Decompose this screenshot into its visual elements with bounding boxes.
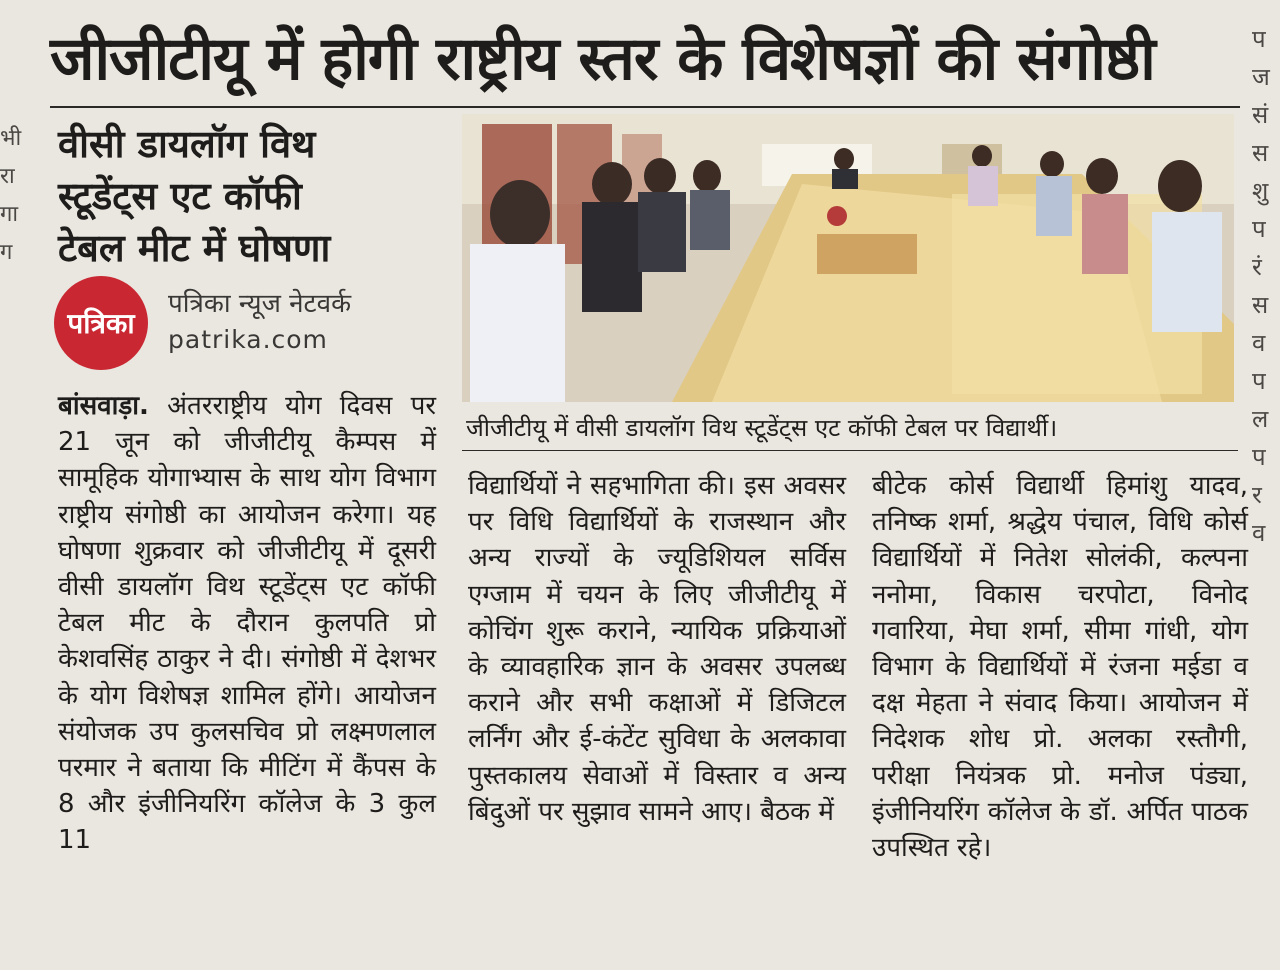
edge-fragment: स: [1252, 291, 1269, 319]
edge-fragment: व: [1252, 329, 1266, 357]
edge-fragment: ज: [1252, 63, 1270, 91]
left-edge-fragments: [0, 120, 24, 272]
article-column-2: [468, 468, 846, 830]
edge-fragment: भी: [0, 126, 22, 151]
edge-fragment: रा: [0, 164, 15, 189]
byline-website: patrika.com: [168, 325, 328, 354]
edge-fragment: र: [1252, 481, 1262, 509]
caption-divider: [462, 450, 1238, 451]
edge-fragment: ल: [1252, 405, 1269, 433]
byline-network: पत्रिका न्यूज नेटवर्क: [168, 289, 352, 319]
edge-fragment: सं: [1252, 101, 1269, 129]
headline-divider: [50, 106, 1240, 108]
article-dateline: बांसवाड़ा.: [58, 391, 149, 421]
edge-fragment: प: [1252, 25, 1266, 53]
edge-fragment: स: [1252, 139, 1269, 167]
meeting-photo-illustration: [462, 114, 1234, 402]
subheadline-line: वीसी डायलॉग विथ: [58, 122, 316, 166]
edge-fragment: प: [1252, 443, 1266, 471]
article-text: बीटेक कोर्स विद्यार्थी हिमांशु यादव, तनिष्क शर्मा, श्रद्धेय पंचाल, विधि कोर्स विद्यार्थियों में नितेश सोलंकी, कल्पना ननोमा, विकास चरपोटा, विनोद गवारिया, मेघा शर्मा, सीमा गांधी, योग विभाग के विद्यार्थियों में रंजना मईडा व दक्ष मेहता ने संवाद किया। आयोजन में निदेशक शोध प्रो. अलका रस्तौगी, परीक्षा नियंत्रक प्रो. मनोज पंड्या, इंजीनियरिंग कॉलेज के डॉ. अर्पित पाठक उपस्थित रहे।: [872, 471, 1248, 864]
subheadline-line: स्टूडेंट्स एट कॉफी: [58, 174, 302, 218]
edge-fragment: प: [1252, 367, 1266, 395]
subheadline: [58, 118, 438, 274]
right-edge-fragments: [1252, 20, 1280, 552]
edge-fragment: व: [1252, 519, 1266, 547]
article-column-3: [872, 468, 1248, 866]
article-text: विद्यार्थियों ने सहभागिता की। इस अवसर पर विधि विद्यार्थियों के राजस्थान और अन्य राज्यों के ज्यूडिशियल सर्विस एग्जाम में चयन के लिए जीजीटीयू में कोचिंग शुरू कराने, न्यायिक प्रक्रियाओं के व्यावहारिक ज्ञान के अवसर उपलब्ध कराने और सभी कक्षाओं में डिजिटल लर्निंग और ई-कंटेंट सुविधा के अलकावा पुस्तकालय सेवाओं में विस्तार व अन्य बिंदुओं पर सुझाव सामने आए। बैठक में: [468, 471, 846, 827]
meeting-photo: [462, 114, 1234, 402]
edge-fragment: प: [1252, 215, 1266, 243]
article-text: अंतरराष्ट्रीय योग दिवस पर 21 जून को जीजीटीयू कैम्पस में सामूहिक योगाभ्यास के साथ योग विभाग राष्ट्रीय संगोष्ठी का आयोजन करेगा। यह घोषणा शुक्रवार को जीजीटीयू में दूसरी वीसी डायलॉग विथ स्टूडेंट्स एट कॉफी टेबल मीट के दौरान कुलपति प्रो केशवसिंह ठाकुर ने दी। संगोष्ठी में देशभर के योग विशेषज्ञ शामिल होंगे। आयोजन संयोजक उप कुलसचिव प्रो लक्ष्मणलाल परमार ने बताया कि मीटिंग में कैंपस के 8 और इंजीनियरिंग कॉलेज के 3 कुल 11: [58, 391, 437, 856]
subheadline-line: टेबल मीट में घोषणा: [58, 226, 331, 270]
edge-fragment: शु: [1252, 177, 1269, 205]
photo-caption: जीजीटीयू में वीसी डायलॉग विथ स्टूडेंट्स एट कॉफी टेबल पर विद्यार्थी।: [466, 414, 1058, 442]
patrika-logo: पत्रिका: [54, 276, 148, 370]
byline: [168, 286, 351, 358]
edge-fragment: रं: [1252, 253, 1262, 281]
edge-fragment: गा: [0, 202, 19, 227]
article-column-1: [58, 388, 436, 859]
page-title: जीजीटीयू में होगी राष्ट्रीय स्तर के विशेषज्ञों की संगोष्ठी: [50, 24, 1155, 94]
edge-fragment: ग: [0, 240, 13, 265]
